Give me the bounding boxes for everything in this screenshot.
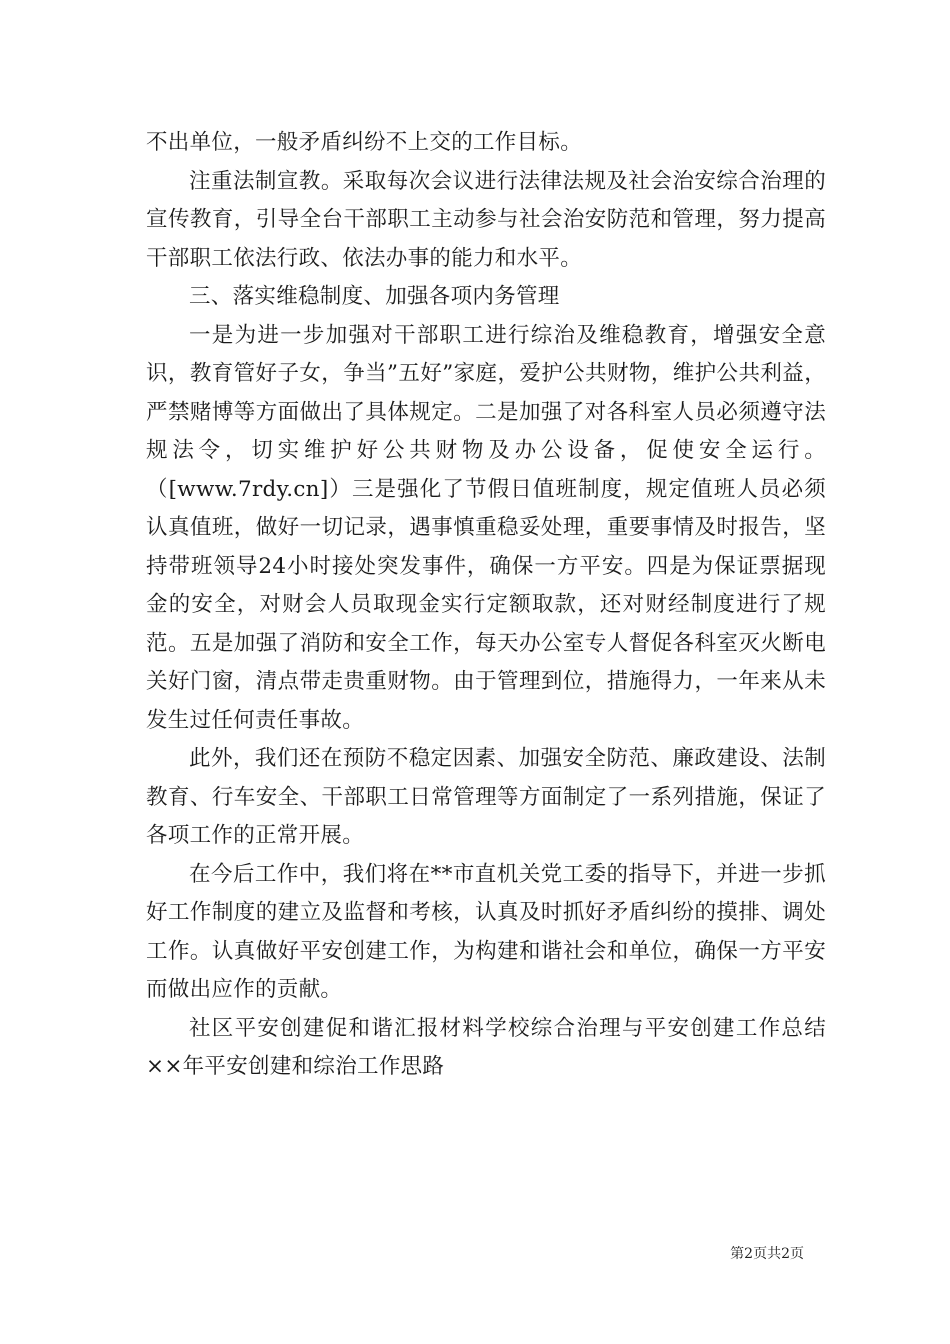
related-titles: 社区平安创建促和谐汇报材料学校综合治理与平安创建工作总结××年平安创建和综治工作思路 — [146, 1015, 826, 1079]
paragraph-3: 一是为进一步加强对干部职工进行综治及维稳教育，增强安全意识，教育管好子女，争当”五好”家庭，爱护公共财物，维护公共利益，严禁赌博等方面做出了具体规定。二是加强了对各科室人员必须遵守法规法令，切实维护好公共财物及办公设备，促使安全运行。（[www.7rdy.cn]）三是强化了节假日值班制度，规定值班人员必须认真值班，做好一切记录，遇事慎重稳妥处理，重要事情及时报告，坚持带班领导24小时接处突发事件，确保一方平安。四是为保证票据现金的安全，对财会人员取现金实行定额取款，还对财经制度进行了规范。五是加强了消防和安全工作，每天办公室专人督促各科室灭火断电关好门窗，清点带走贵重财物。由于管理到位，措施得力，一年来从未发生过任何责任事故。 — [146, 322, 826, 733]
paragraph-5: 在今后工作中，我们将在**市直机关党工委的指导下，并进一步抓好工作制度的建立及监督和考核，认真及时抓好矛盾纠纷的摸排、调处工作。认真做好平安创建工作，为构建和谐社会和单位，确保一方平安而做出应作的贡献。 — [146, 861, 826, 1002]
page-number: 第2页共2页 — [730, 1246, 804, 1262]
paragraph-2: 注重法制宣教。采取每次会议进行法律法规及社会治安综合治理的宣传教育，引导全台干部职工主动参与社会治安防范和管理，努力提高干部职工依法行政、依法办事的能力和水平。 — [146, 168, 826, 271]
section-heading: 三、落实维稳制度、加强各项内务管理 — [189, 284, 560, 309]
paragraph-4: 此外，我们还在预防不稳定因素、加强安全防范、廉政建设、法制教育、行车安全、干部职工日常管理等方面制定了一系列措施，保证了各项工作的正常开展。 — [146, 746, 826, 848]
document-body — [146, 124, 826, 1087]
paragraph-1: 不出单位，一般矛盾纠纷不上交的工作目标。 — [146, 130, 583, 155]
